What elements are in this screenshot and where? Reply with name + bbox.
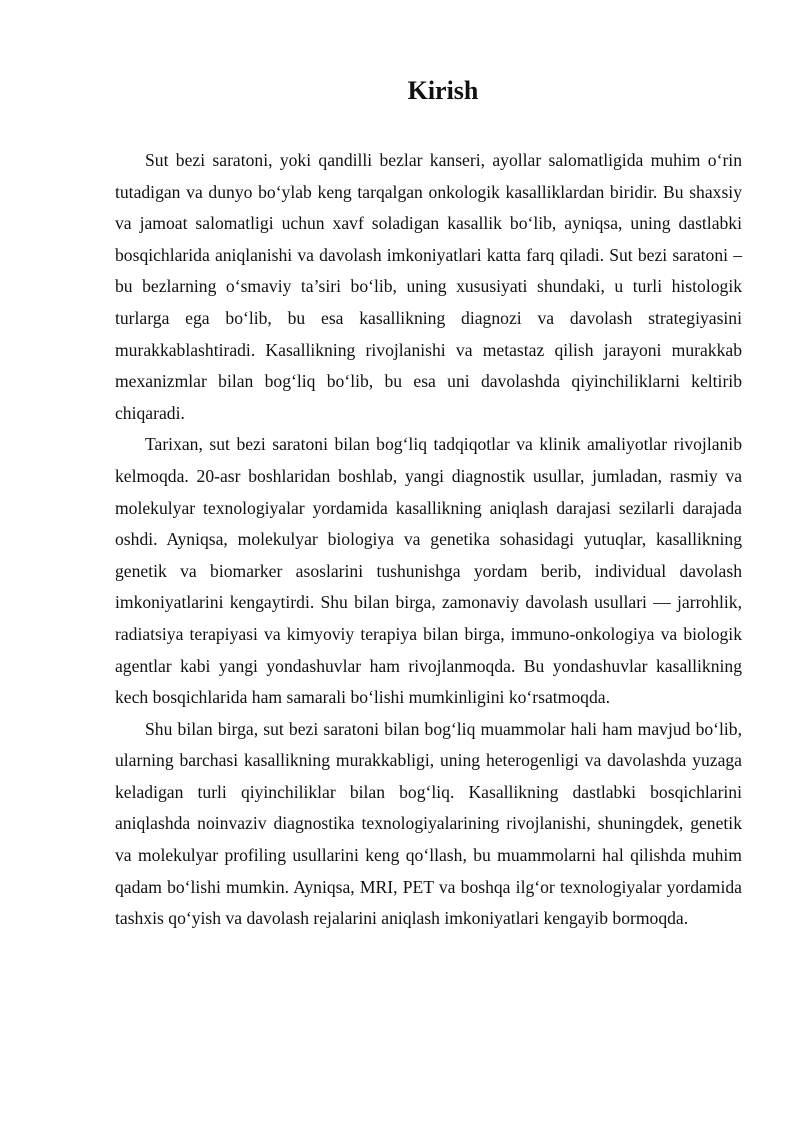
document-body xyxy=(115,145,742,935)
paragraph-1: Sut bezi saratoni, yoki qandilli bezlar kanseri, ayollar salomatligida muhim o‘rin tutadigan va dunyo bo‘ylab keng tarqalgan onkologik kasalliklardan biridir. Bu shaxsiy va jamoat salomatligi uchun xavf soladigan kasallik bo‘lib, ayniqsa, uning dastlabki bosqichlarida aniqlanishi va davolash imkoniyatlari katta farq qiladi. Sut bezi saratoni – bu bezlarning o‘smaviy ta’siri bo‘lib, uning xususiyati shundaki, u turli histologik turlarga ega bo‘lib, bu esa kasallikning diagnozi va davolash strategiyasini murakkablashtiradi. Kasallikning rivojlanishi va metastaz qilish jarayoni murakkab mexanizmlar bilan bog‘liq bo‘lib, bu esa uni davolashda qiyinchiliklarni keltirib chiqaradi. xyxy=(115,150,742,423)
page-title: Kirish xyxy=(407,76,479,105)
paragraph-3: Shu bilan birga, sut bezi saratoni bilan bog‘liq muammolar hali ham mavjud bo‘lib, ularning barchasi kasallikning murakkabligi, uning heterogenligi va davolashda yuzaga keladigan turli qiyinchiliklar bilan bog‘liq. Kasallikning dastlabki bosqichlarini aniqlashda noinvaziv diagnostika texnologiyalarining rivojlanishi, shuningdek, genetik va molekulyar profiling usullarini keng qo‘llash, bu muammolarni hal qilishda muhim qadam bo‘lishi mumkin. Ayniqsa, MRI, PET va boshqa ilg‘or texnologiyalar yordamida tashxis qo‘yish va davolash rejalarini aniqlash imkoniyatlari kengayib bormoqda. xyxy=(115,718,742,929)
paragraph-2: Tarixan, sut bezi saratoni bilan bog‘liq tadqiqotlar va klinik amaliyotlar rivojlanib kelmoqda. 20-asr boshlaridan boshlab, yangi diagnostik usullar, jumladan, rasmiy va molekulyar texnologiyalar yordamida kasallikning aniqlash darajasi sezilarli darajada oshdi. Ayniqsa, molekulyar biologiya va genetika sohasidagi yutuqlar, kasallikning genetik va biomarker asoslarini tushunishga yordam berib, individual davolash imkoniyatlarini kengaytirdi. Shu bilan birga, zamonaviy davolash usullari — jarrohlik, radiatsiya terapiyasi va kimyoviy terapiya bilan birga, immuno-onkologiya va biologik agentlar kabi yangi yondashuvlar ham rivojlanmoqda. Bu yondashuvlar kasallikning kech bosqichlarida ham samarali bo‘lishi mumkinligini ko‘rsatmoqda. xyxy=(115,434,742,708)
